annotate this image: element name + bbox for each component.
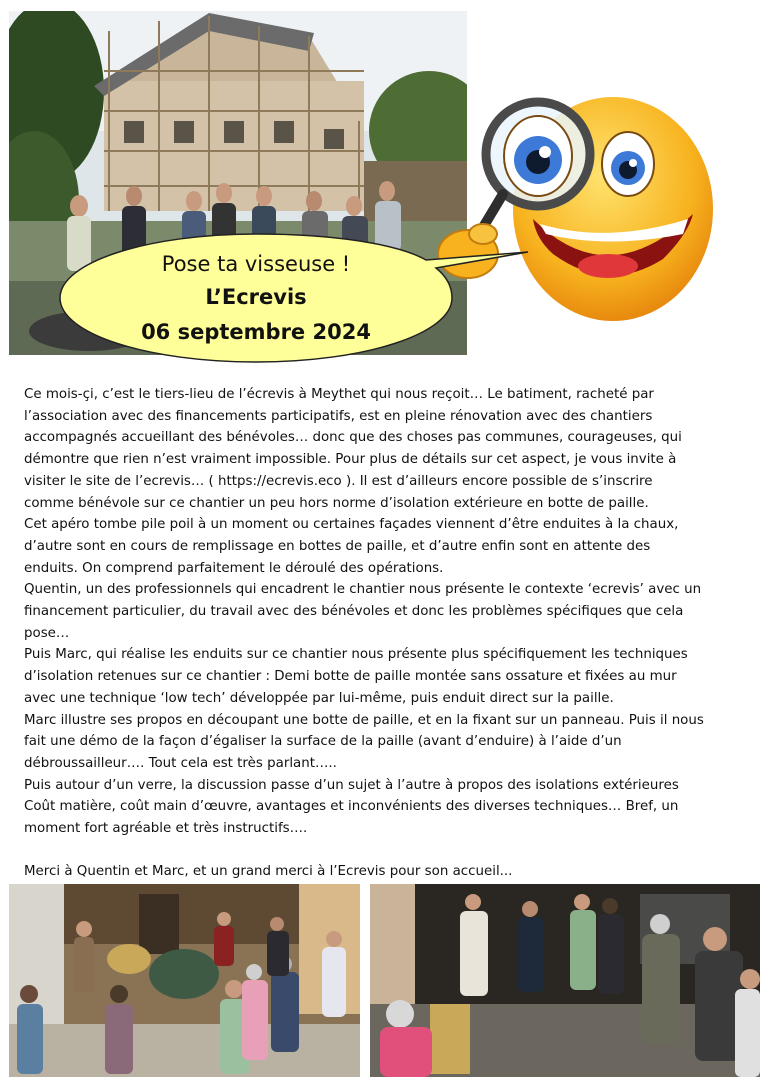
article-closing: Merci à Quentin et Marc, et un grand merci à l’Ecrevis pour son accueil... [24, 864, 513, 880]
article-line: comme bénévole sur ce chantier un peu hors norme d’isolation extérieure en botte de paille. [24, 495, 649, 511]
article-line: démontre que rien n’est vraiment impossible. Pour plus de détails sur cet aspect, je vous invite à [24, 452, 677, 468]
article-line: Puis Marc, qui réalise les enduits sur ce chantier nous présente plus spécifiquement les techniques [24, 647, 688, 663]
bubble-subtitle: Pose ta visseuse ! [161, 252, 351, 276]
article-line: enduits. On comprend parfaitement le déroulé des opérations. [24, 560, 444, 576]
bottom-left-photo [9, 884, 360, 1077]
article-line: l’association avec des financements participatifs, est en pleine rénovation avec des chantiers [24, 408, 653, 424]
article-line: Quentin, un des professionnels qui encadrent le chantier nous présente le contexte ‘ecrevis’ avec un [24, 582, 702, 598]
article-body [24, 384, 754, 883]
paragraph-gap [24, 840, 754, 862]
article-line: financement particulier, du travail avec des bénévoles et donc les problèmes spécifiques que cela [24, 604, 684, 620]
article-line: pose… [24, 625, 70, 641]
article-line: Puis autour d’un verre, la discussion passe d’un sujet à l’autre à propos des isolations extérieures [24, 777, 679, 793]
article-line: moment fort agréable et très instructifs…. [24, 821, 308, 837]
article-line: avec une technique ‘low tech’ développée par lui-même, puis enduit direct sur la paille. [24, 690, 614, 706]
speech-bubble [58, 230, 528, 365]
article-line: fait une démo de la façon d’égaliser la surface de la paille (avant d’enduire) à l’aide d’un [24, 734, 622, 750]
bubble-title: L’Ecrevis [205, 285, 307, 309]
article-line: accompagnés accueillant des bénévoles… donc que des choses pas communes, courageuses, qui [24, 430, 682, 446]
article-line: d’isolation retenues sur ce chantier : Demi botte de paille montée sans ossature et fixées au mur [24, 669, 677, 685]
article-line: d’autre sont en cours de remplissage en bottes de paille, et d’autre enfin sont en attente des [24, 538, 651, 554]
article-line: visiter le site de l’ecrevis… ( https://ecrevis.eco ). Il est d’ailleurs encore possible de s’inscrire [24, 473, 653, 489]
article-line: Coût matière, coût main d’œuvre, avantages et inconvénients des diverses techniques… Bref, un [24, 799, 679, 815]
bottom-right-photo [370, 884, 760, 1077]
bubble-date: 06 septembre 2024 [141, 320, 371, 344]
article-line: débroussailleur…. Tout cela est très parlant….. [24, 755, 337, 771]
article-line: Ce mois-çi, c’est le tiers-lieu de l’écrevis à Meythet qui nous reçoit… Le batiment, racheté par [24, 387, 654, 402]
article-line: Cet apéro tombe pile poil à un moment ou certaines façades viennent d’être enduites à la chaux, [24, 517, 679, 533]
article-line: Marc illustre ses propos en découpant une botte de paille, et en la fixant sur un panneau. Puis il nous [24, 712, 704, 728]
